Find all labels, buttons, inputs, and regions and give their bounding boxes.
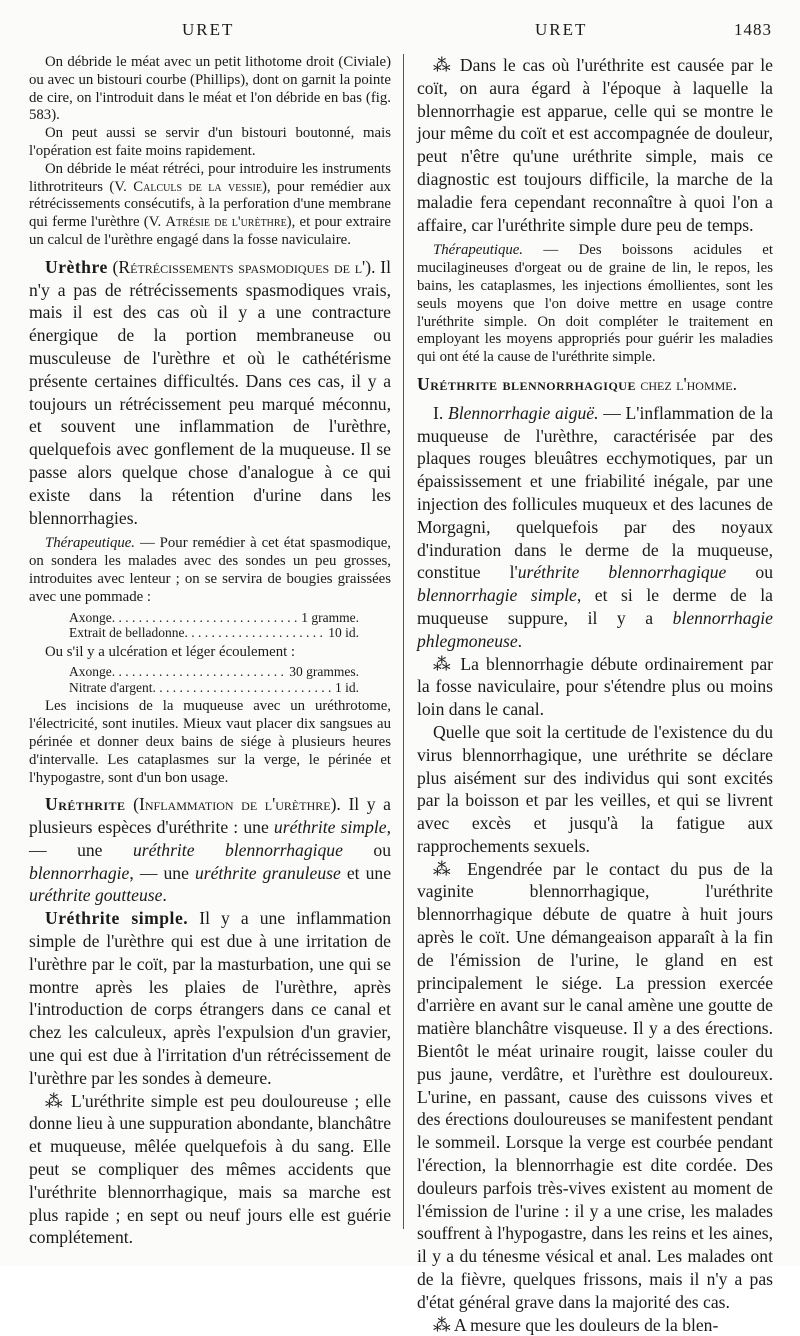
entry-heading: Uréthrite blennorrhagique: [417, 373, 636, 394]
text-run: Il y a plusieurs espèces d'uréthrite : une: [29, 794, 391, 838]
paragraph-onset: [417, 653, 773, 721]
paragraph-bistouri: On peut aussi se servir d'un bistouri boutonné, mais l'opération est faite moins rapidement.: [29, 125, 391, 159]
term: blennorrhagie: [29, 862, 130, 883]
text-run: , — une: [129, 862, 195, 883]
term: uréthrite blennorrhagique: [132, 839, 343, 860]
section-label: Blennorrhagie aiguë.: [447, 402, 599, 423]
text-run: — Des boissons acidules et mucilagineuses d'orgeat ou de graine de lin, le repos, les bains, les cataplasmes, les injections émollientes, sont les seuls moyens que l'on doive mettre en usage contre l'uréthrite simple. On doit compléter le traitement en employant les moyens appropriés pour guérir les maladies qui ont été la cause de l'uréthrite simple.: [417, 242, 773, 366]
text-run: ou: [342, 839, 391, 860]
text-run: ), et pour extraire un calcul de l'urèthre engagé dans la fosse naviculaire.: [29, 214, 391, 248]
ulceration-line: Ou s'il y a ulcération et léger écoulement :: [45, 643, 296, 660]
entry-heading: Uréthrite simple.: [45, 908, 189, 929]
page-number: 1483: [734, 20, 772, 39]
left-column: [29, 54, 391, 1249]
column-divider: [403, 54, 404, 1229]
incisions-paragraph: Les incisions de la muqueuse avec un uréthrotome, l'électricité, sont inutiles. Mieux vaut placer dix sangsues au périnée et donner deux bains de siége à plusieurs heures d'intervalle. Les cataplasmes sur la verge, le périnée et l'hypogastre, sont d'un bon usage.: [29, 698, 391, 786]
term: uréthrite granuleuse: [194, 862, 341, 883]
term: uréthrite blennorrhagique: [517, 562, 727, 583]
paragraph-continued: [417, 1314, 773, 1336]
text-run: — L'inflammation de la muqueuse de l'urèthre, caractérisée par des plaques rouges bleuâtres ecchymotiques, par un épaississement et une friabilité inégale, par une injection des follicules muqueux et des lacunes de Morgagni, quelquefois par des noyaux d'induration dans le derme de la muqueuse, constitue l': [417, 402, 773, 583]
term: uréthrite goutteuse: [29, 885, 163, 906]
ingredient-name: Axonge: [69, 664, 112, 680]
text-run: , — une: [29, 817, 391, 860]
entry-text: Il n'y a pas de rétrécissements spasmodiques vrais, mais il est des cas où il y a une contracture énergique de la portion membraneuse ou musculeuse de l'urèthre et où le cathétérisme présente certaines difficultés. Dans ces cas, il y a toujours un rétrécissement peu marqué méconnu, et souvent une inflammation de l'urèthre, quelquefois avec gonflement de la muqueuse. Il se passe alors quelque chose d'analogue à ce qui existe dans la rétention d'urine dans les blennorrhagies.: [29, 256, 392, 528]
entry-heading-subtitle: chez l'homme.: [635, 373, 738, 394]
ingredient-quantity: 1 id.: [334, 679, 359, 695]
paragraph-acute-blennorrhagia: [417, 402, 773, 653]
text-run: La blennorrhagie débute ordinairement par la fosse naviculaire, pour s'étendre plus ou moins loin dans le canal.: [417, 653, 773, 720]
paragraph-symptoms: [417, 858, 773, 1314]
text-run: .: [162, 885, 167, 906]
paragraph-simple-course: [29, 1090, 391, 1250]
prescription-2: [69, 664, 359, 695]
prescription-line: [69, 625, 359, 641]
right-column: [417, 54, 773, 1336]
text-run: A mesure que les douleurs de la blen-: [450, 1314, 719, 1335]
entry-blennorrhagic-urethritis: [417, 373, 773, 396]
cross-reference: Atrésie de l'urèthre: [165, 214, 287, 231]
entry-heading: Urèthre: [45, 256, 108, 277]
paragraph-virus: Quelle que soit la certitude de l'existence du du virus blennorrhagique, une uréthrite se déclare plus aisément sur des individus qui sont excités par la boisson et par les veilles, et qui se livrent avec excès et jusqu'à la fatigue aux rapprochements sexuels.: [417, 721, 773, 856]
term: blennorrhagie phlegmoneuse: [417, 607, 773, 651]
cross-reference: Calculs de la vessie: [133, 178, 262, 195]
section-label: Thérapeutique.: [433, 242, 524, 259]
asterism-mark: ⁂: [433, 858, 457, 879]
ingredient-name: Axonge: [69, 609, 112, 625]
paragraph-coitus-cause: [417, 54, 773, 236]
text-run: Engendrée par le contact du pus de la vaginite blennorrhagique, l'uréthrite blennorrhagique débute de quatre à huit jours après le coït. Une démangeaison apparaît à la fin de l'émission de l'urine, le gland en est principalement le siége. La pression exercée d'arrière en avant sur le canal amène une goutte de matière blanchâtre visqueuse. Il y a des érections. Bientôt le méat urinaire rougit, laisse couler du pus jaune, verdâtre, et l'urèthre est douloureux. L'urine, en passant, cause des cuissons vives et des érections douloureuses se manifestent pendant le sommeil. Lorsque la verge est courbée pendant l'érection, la blennorrhagie est dite cordée. Des douleurs parfois très-vives existent au moment de l'émission de l'urine : il y a une crise, les malades souffrent à l'hypogastre, dans les reins et les aines, il y a du ténesme vésical et anal. Les malades ont de la fièvre, quelques frissons, mais il n'y a pas d'état général grave dans la majorité des cas.: [417, 858, 773, 1312]
text-run: et une: [340, 862, 392, 883]
prescription-line: [69, 610, 359, 626]
text-run: Dans le cas où l'uréthrite est causée par le coït, on aura égard à l'époque à laquelle la blennorrhagie est apparue, celle qui se montre le jour même du coït et est accompagnée de douleur, peut n'être qu'une uréthrite simple, mais ce diagnostic est toujours difficile, la marche de la maladie fera cependant reconnaître à quoi l'on a affaire, car l'uréthrite simple dure peu de temps.: [417, 55, 773, 235]
entry-heading-subtitle: (Inflammation de l'urèthre).: [125, 794, 341, 815]
ingredient-name: Nitrate d'argent: [69, 679, 153, 695]
prescription-line: [69, 664, 359, 680]
paragraph-lithotrity: [29, 161, 391, 250]
ingredient-quantity: 10 id.: [328, 625, 359, 641]
entry-heading: Uréthrite: [45, 794, 126, 815]
section-label: Thérapeutique.: [45, 535, 136, 552]
prescription-line: [69, 680, 359, 696]
therapeutics-paragraph: [29, 535, 391, 606]
text-run: , et si le derme de la muqueuse suppure, il y a: [417, 585, 773, 628]
therapeutics-paragraph: [417, 242, 773, 367]
entry-text: Il y a une inflammation simple de l'urèthre qui est due à une irritation de l'urèthre par le coït, par la masturbation, une qui se montre après les plaies de l'urèthre, après l'introduction de corps étrangers dans ce canal et chez les calculeux, après l'expulsion d'un gravier, une qui est due à l'irritation d'un rétrécissement de l'urèthre par les sondes à demeure.: [29, 908, 391, 1088]
text-run: .: [517, 630, 523, 651]
entry-heading-subtitle: (Rétrécissements spasmodiques de l').: [107, 256, 376, 277]
text-run: ou: [726, 562, 773, 583]
text-run: On débride le méat rétréci, pour introduire les instruments lithrotriteurs (V.: [29, 160, 391, 195]
prescription-1: [69, 610, 359, 641]
asterism-mark: ⁂: [433, 653, 454, 674]
running-head-right: URET: [535, 20, 588, 39]
term: blennorrhagie simple: [417, 585, 577, 606]
text-run: — Pour remédier à cet état spasmodique, on sondera les malades avec des sondes un peu grosses, introduites avec lenteur ; on se servira de bougies graissées avec une pommade :: [29, 535, 391, 605]
term: uréthrite simple: [273, 817, 387, 838]
text-run: L'uréthrite simple est peu douloureuse ; elle donne lieu à une suppuration abondante, blanchâtre et muqueuse, mêlée quelquefois à du sang. Elle peut se compliquer des mêmes accidents que l'uréthrite blennorrhagique, mais sa marche est plus rapide ; en sept ou neuf jours elle est guérie complétement.: [29, 1090, 392, 1248]
entry-urethritis: [29, 793, 391, 907]
ingredient-quantity: 30 grammes.: [289, 664, 359, 680]
paragraph-meatotomy: On débride le méat avec un petit lithotome droit (Civiale) ou avec un bistouri courbe (Phillips), dont on garnit la pointe de cire, on l'introduit dans le méat et l'on débride en bas (fig. 583).: [29, 54, 391, 124]
entry-spasmodic-stricture: [29, 256, 391, 530]
text-run: ), pour remédier aux rétrécissements consécutifs, à la perforation d'une membrane qui ferme l'urèthre (V.: [29, 178, 391, 231]
entry-simple-urethritis: [29, 907, 391, 1089]
asterism-mark: ⁂: [433, 55, 454, 75]
running-head-left: URET: [182, 20, 235, 39]
asterism-mark: ⁂: [45, 1090, 65, 1111]
ingredient-name: Extrait de belladonne: [69, 625, 185, 641]
ingredient-quantity: 1 gramme.: [301, 609, 359, 625]
asterism-mark: ⁂: [433, 1314, 451, 1335]
section-numeral: I.: [433, 402, 448, 423]
